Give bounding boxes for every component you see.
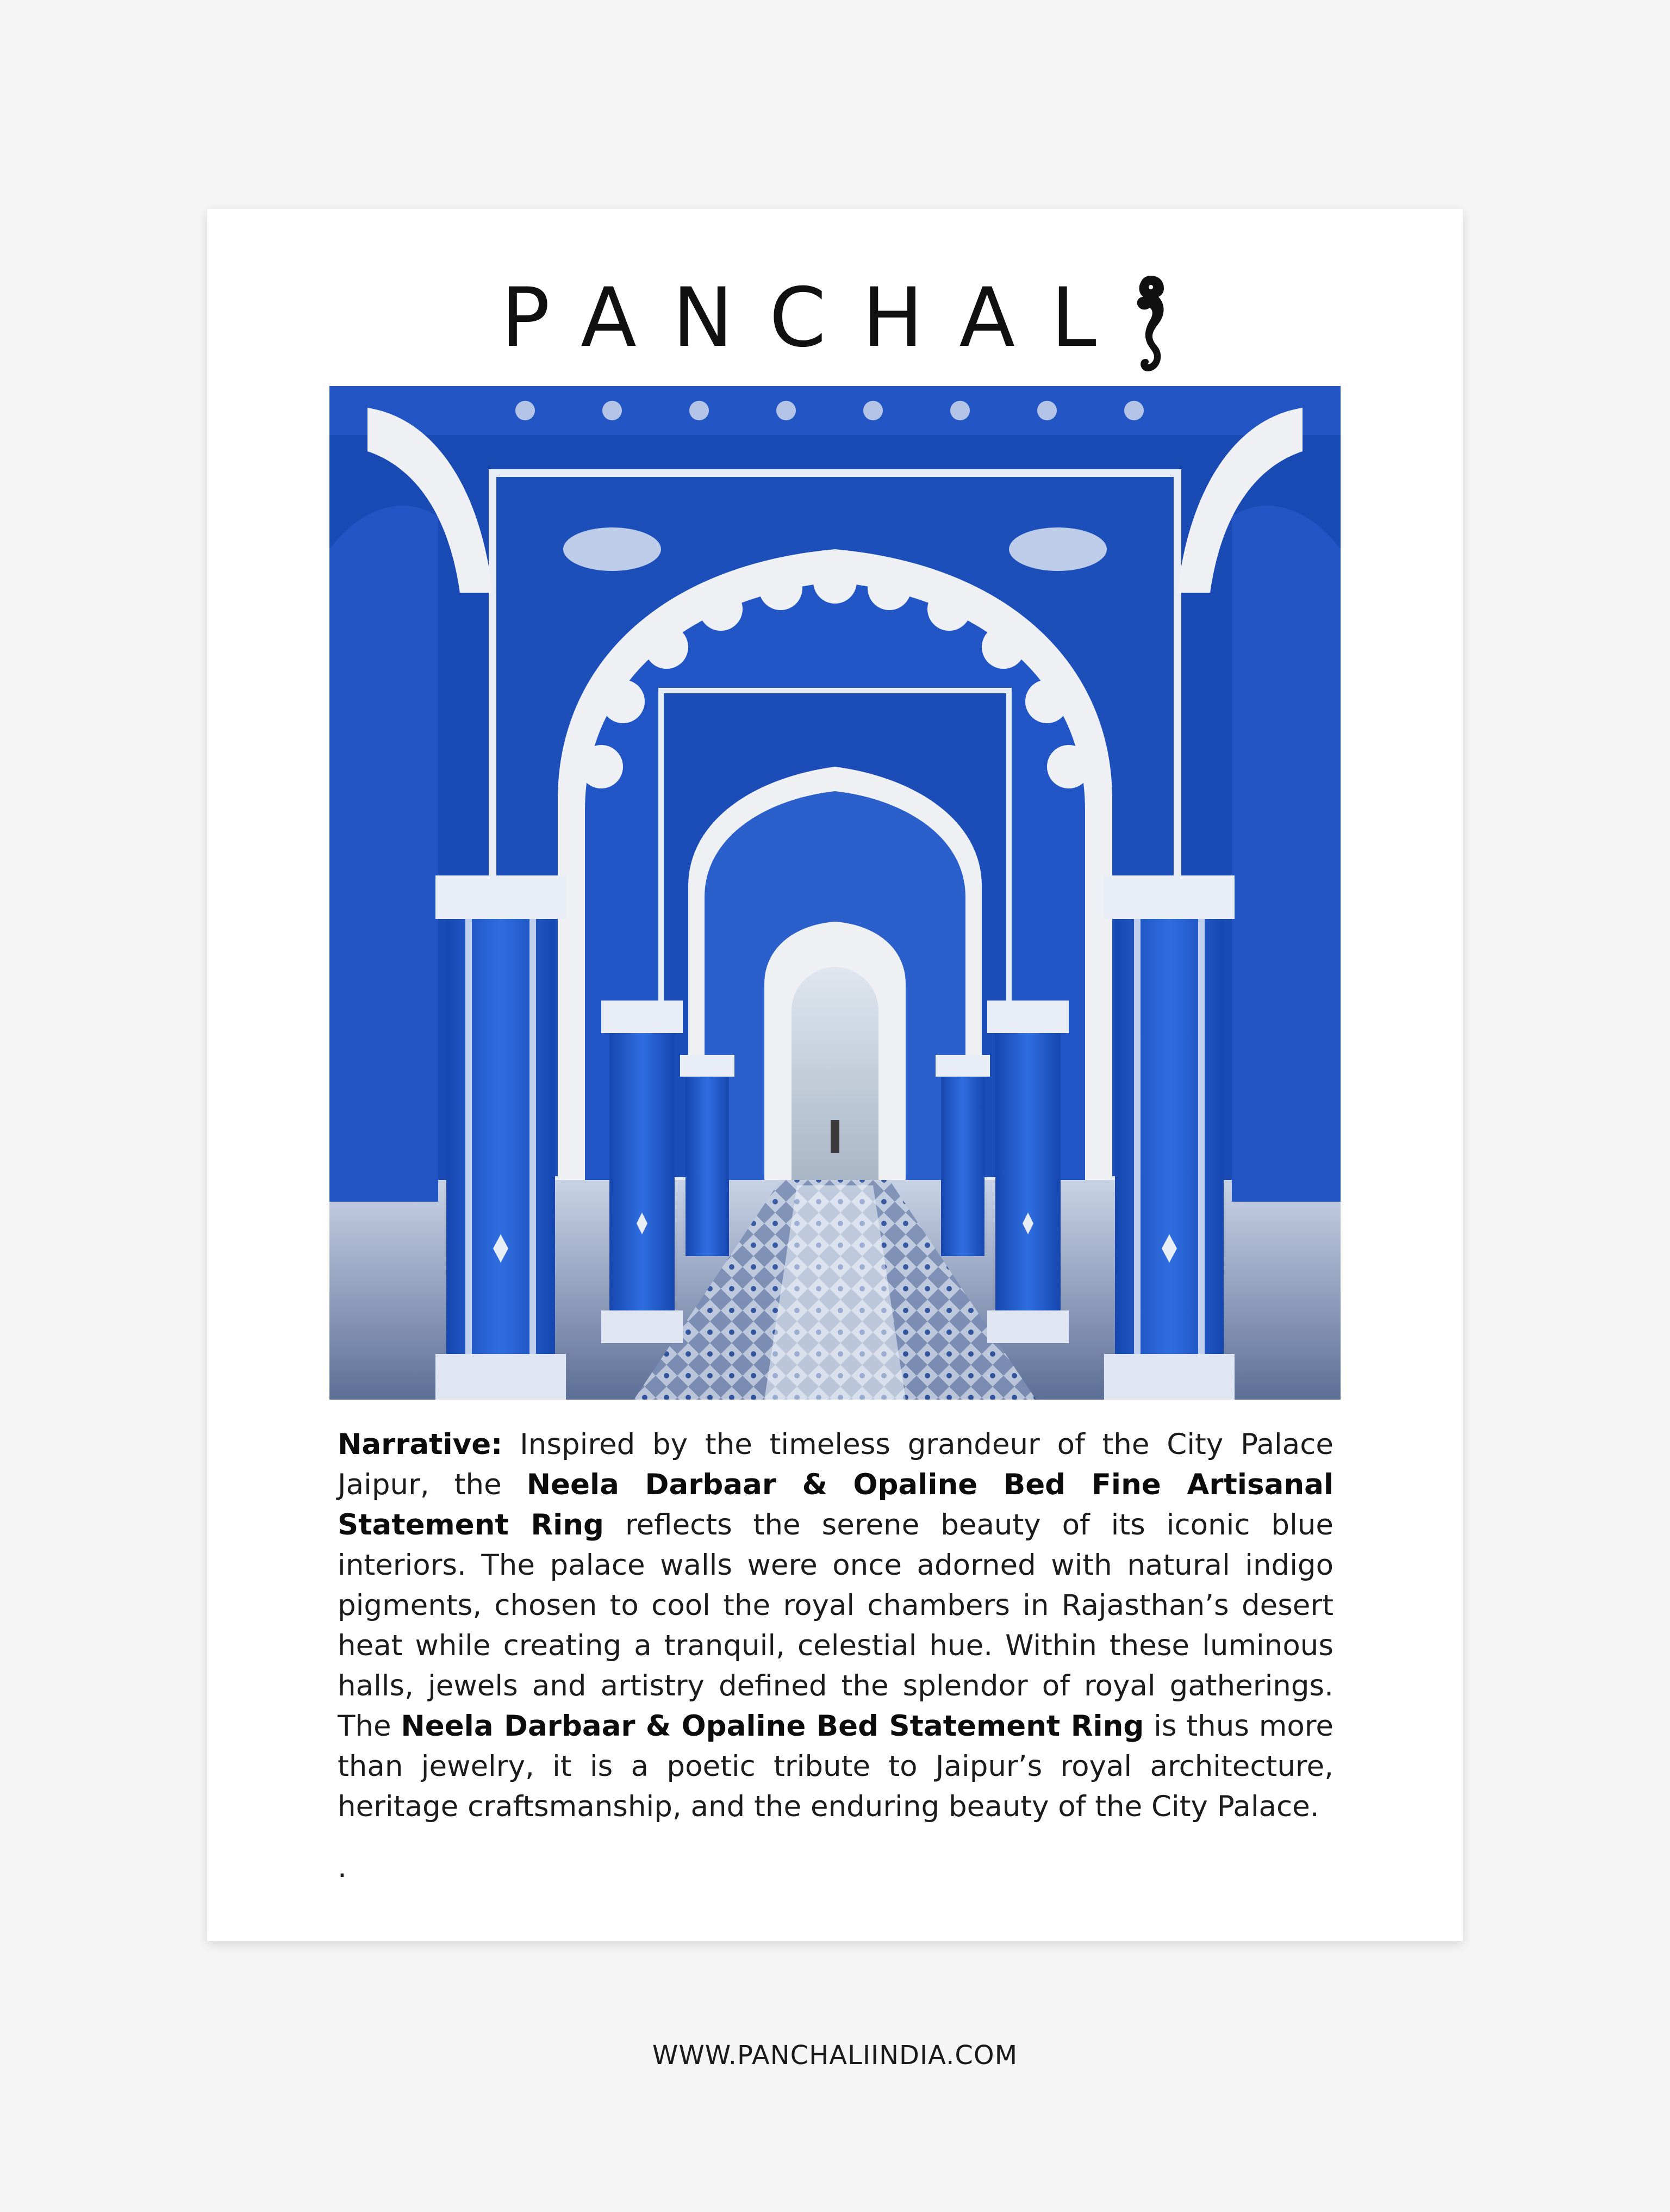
palace-hall-illustration	[329, 386, 1341, 1400]
seahorse-icon	[1127, 272, 1169, 375]
product-name-short: Neela Darbaar & Opaline Bed Statement Ring	[401, 1710, 1144, 1743]
narrative-paragraph	[338, 1425, 1333, 1827]
website-link[interactable]: WWW.PANCHALIINDIA.COM	[652, 2040, 1018, 2071]
hero-image	[329, 386, 1341, 1400]
narrative-text-2: reflects the serene beauty of its iconic blue interiors. The palace walls were once adorned with natural indigo pigments, chosen to cool the royal chambers in Rajasthan’s desert heat while creating a tranquil, celestial hue. Within these luminous halls, jewels and artistry defined the splendor of royal gatherings. The	[338, 1508, 1333, 1743]
brand-logo[interactable]	[207, 266, 1463, 370]
trailing-period: .	[338, 1851, 347, 1884]
brand-name: PANCHAL	[501, 271, 1132, 365]
narrative-text-3: is thus more than jewelry, it is a poetic tribute to Jaipur’s royal architecture, heritage craftsmanship, and the enduring beauty of the City Palace.	[338, 1710, 1334, 1823]
page-card	[207, 209, 1463, 1941]
product-name-full: Neela Darbaar & Opaline Bed Fine Artisanal Statement Ring	[338, 1468, 1333, 1542]
narrative-label: Narrative:	[338, 1428, 503, 1461]
narrative-text-1: Inspired by the timeless grandeur of the City Palace Jaipur, the	[338, 1428, 1333, 1501]
